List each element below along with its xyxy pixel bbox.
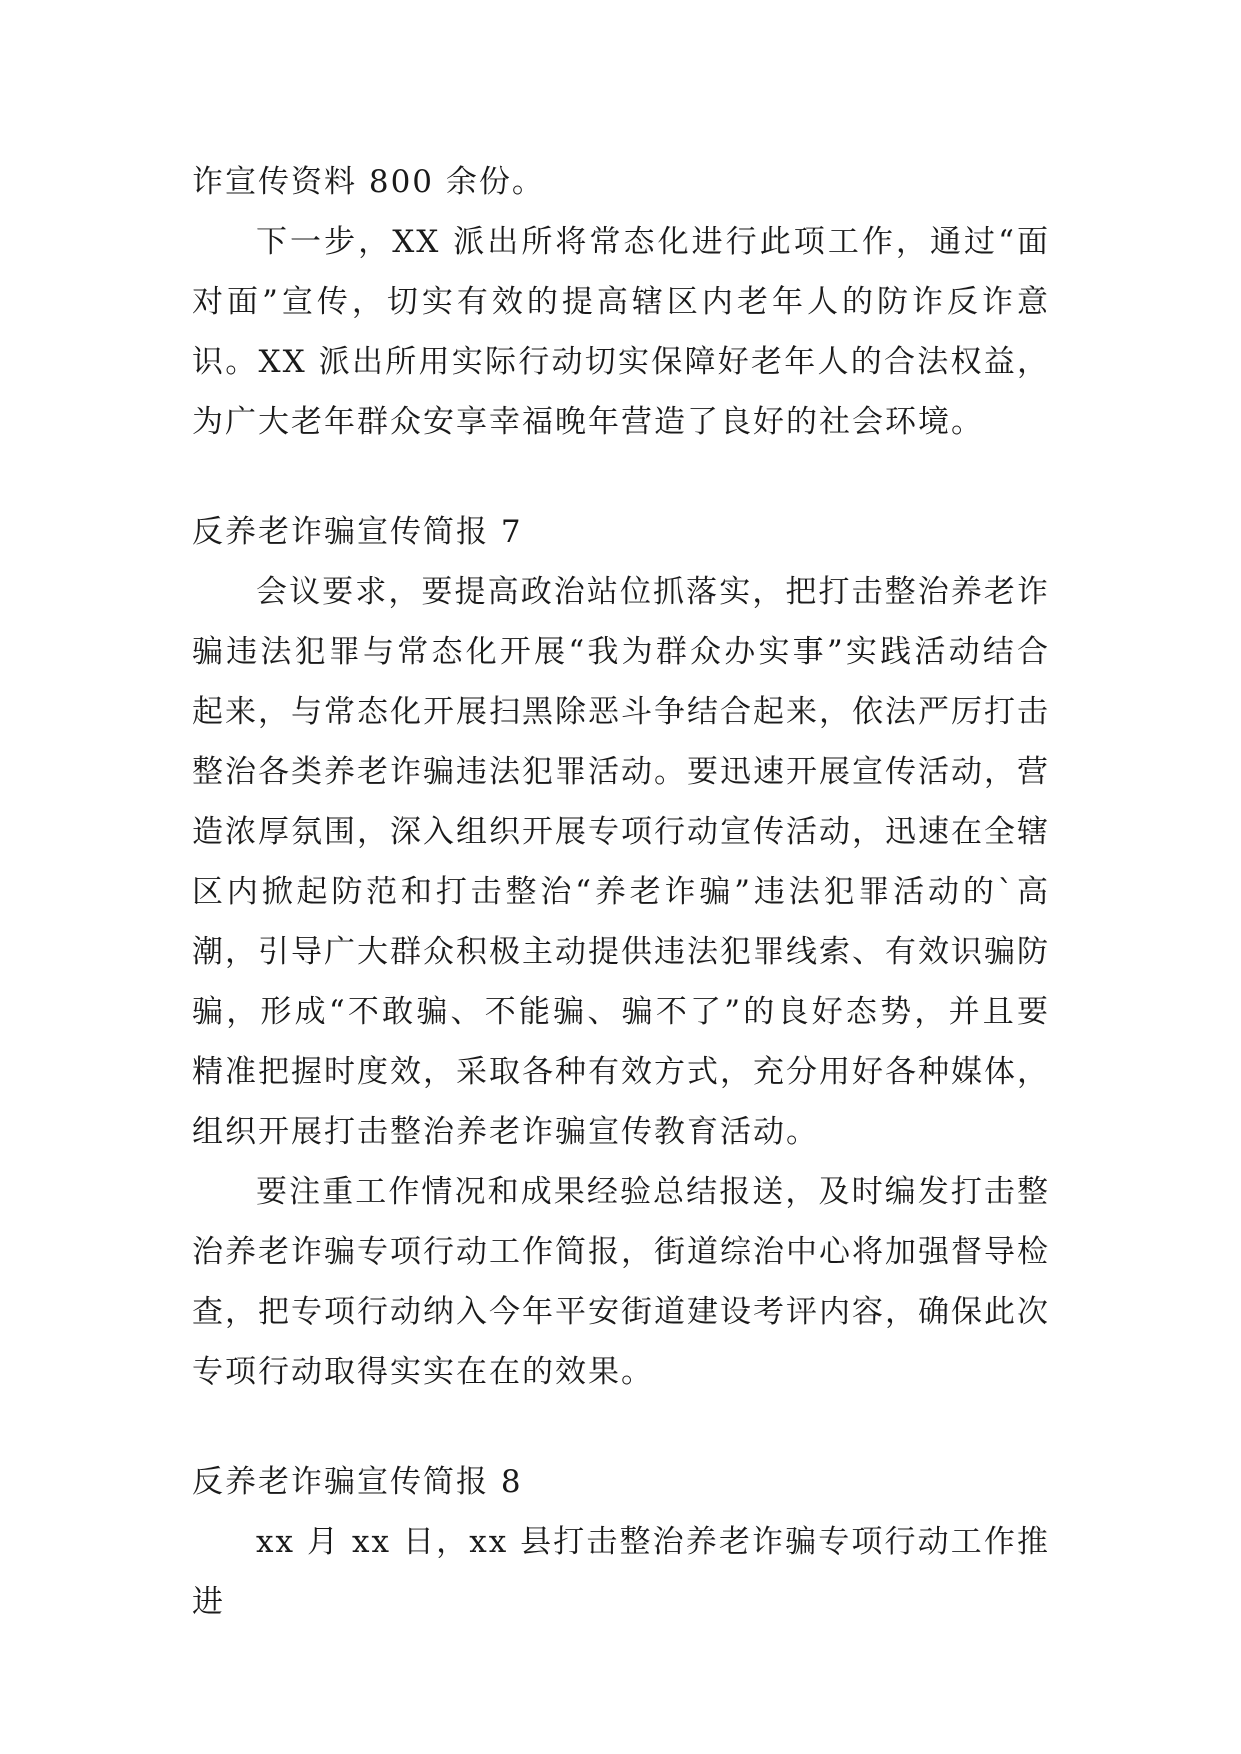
paragraph-continuation: 诈宣传资料 800 余份。 [192,164,545,200]
paragraph-next-step: 下一步，XX 派出所将常态化进行此项工作，通过“面对面”宣传，切实有效的提高辖区内老年人的防诈反诈意识。XX 派出所用实际行动切实保障好老年人的合法权益，为广大老年群众安享幸福晚年营造了良好的社会环境。 [192,224,1050,440]
paragraph-county-meeting: xx 月 xx 日，xx 县打击整治养老诈骗专项行动工作推进 [192,1524,1050,1620]
document-body [192,152,1050,1632]
section-heading-8: 反养老诈骗宣传简报 8 [192,1464,523,1500]
section-heading-7: 反养老诈骗宣传简报 7 [192,514,523,550]
paragraph-reporting: 要注重工作情况和成果经验总结报送，及时编发打击整治养老诈骗专项行动工作简报，街道综治中心将加强督导检查，把专项行动纳入今年平安街道建设考评内容，确保此次专项行动取得实实在在的效果。 [192,1174,1050,1390]
paragraph-meeting-requirements: 会议要求，要提高政治站位抓落实，把打击整治养老诈骗违法犯罪与常态化开展“我为群众办实事”实践活动结合起来，与常态化开展扫黑除恶斗争结合起来，依法严厉打击整治各类养老诈骗违法犯罪活动。要迅速开展宣传活动，营造浓厚氛围，深入组织开展专项行动宣传活动，迅速在全辖区内掀起防范和打击整治“养老诈骗”违法犯罪活动的`高潮，引导广大群众积极主动提供违法犯罪线索、有效识骗防骗，形成“不敢骗、不能骗、骗不了”的良好态势，并且要精准把握时度效，采取各种有效方式，充分用好各种媒体，组织开展打击整治养老诈骗宣传教育活动。 [192,574,1050,1150]
